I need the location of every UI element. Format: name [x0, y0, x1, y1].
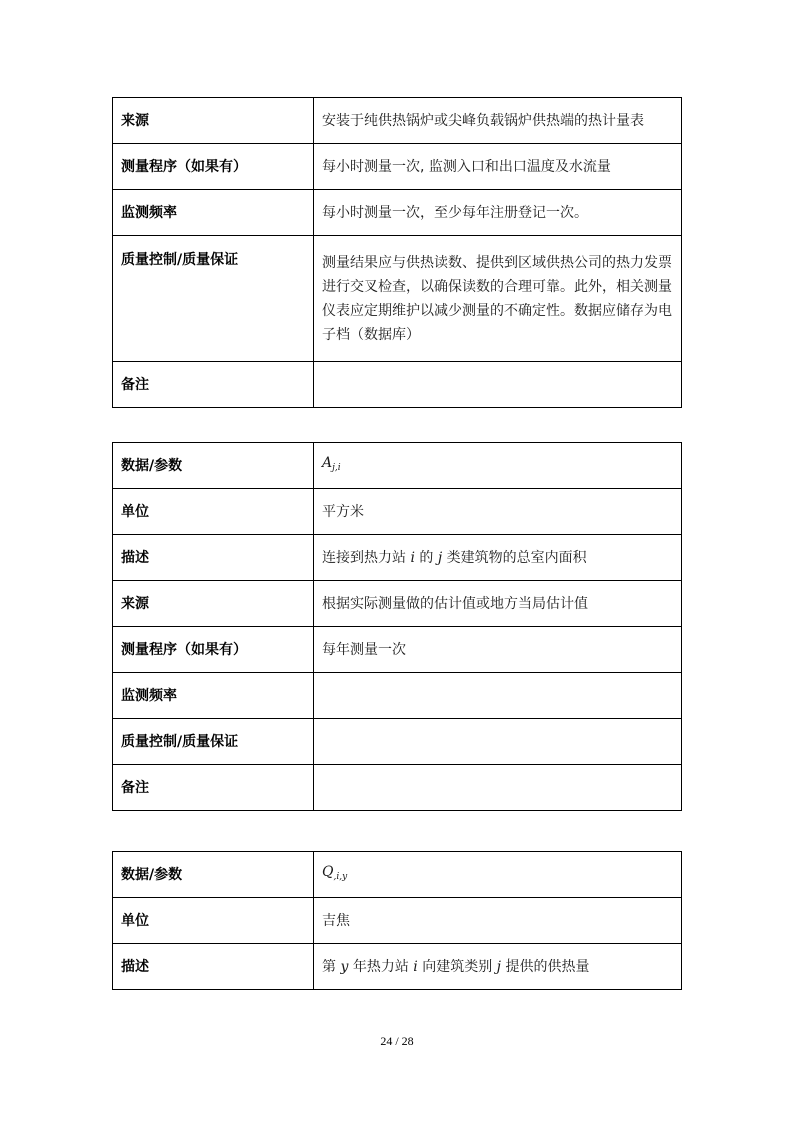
row-value [314, 765, 682, 811]
parameter-table-heat-supply [112, 851, 682, 990]
table-row [113, 627, 682, 673]
row-value: 连接到热力站 i 的 j 类建筑物的总室内面积 [314, 535, 682, 581]
row-value: 吉焦 [314, 898, 682, 944]
row-value: 安装于纯供热锅炉或尖峰负载锅炉供热端的热计量表 [314, 98, 682, 144]
row-label: 测量程序（如果有） [113, 144, 314, 190]
table-row [113, 719, 682, 765]
row-label: 测量程序（如果有） [113, 627, 314, 673]
row-value [314, 719, 682, 765]
table-row [113, 144, 682, 190]
row-label: 单位 [113, 489, 314, 535]
table-row [113, 581, 682, 627]
table-row [113, 443, 682, 489]
row-value [314, 852, 682, 898]
table-row [113, 673, 682, 719]
row-value: 第 y 年热力站 i 向建筑类别 j 提供的供热量 [314, 944, 682, 990]
row-label: 质量控制/质量保证 [113, 236, 314, 362]
row-value: 测量结果应与供热读数、提供到区域供热公司的热力发票进行交叉检查，以确保读数的合理可靠。此外，相关测量仪表应定期维护以减少测量的不确定性。数据应储存为电子档（数据库） [314, 236, 682, 362]
row-value: 平方米 [314, 489, 682, 535]
table-row [113, 362, 682, 408]
parameter-table-heat-meter [112, 97, 682, 408]
row-label: 备注 [113, 765, 314, 811]
row-label: 监测频率 [113, 673, 314, 719]
row-label: 质量控制/质量保证 [113, 719, 314, 765]
table-row [113, 765, 682, 811]
table-row [113, 190, 682, 236]
row-label: 来源 [113, 98, 314, 144]
parameter-symbol: $A_{j,i}$ [322, 455, 341, 473]
row-label: 来源 [113, 581, 314, 627]
table-row [113, 489, 682, 535]
row-value: 每小时测量一次，至少每年注册登记一次。 [314, 190, 682, 236]
row-label: 监测频率 [113, 190, 314, 236]
page-number: 24 / 28 [380, 1034, 414, 1048]
row-value: 每年测量一次 [314, 627, 682, 673]
table-row [113, 944, 682, 990]
row-value: 每小时测量一次, 监测入口和出口温度及水流量 [314, 144, 682, 190]
table-row [113, 98, 682, 144]
row-label: 备注 [113, 362, 314, 408]
row-value: 根据实际测量做的估计值或地方当局估计值 [314, 581, 682, 627]
row-label: 数据/参数 [113, 443, 314, 489]
row-value [314, 443, 682, 489]
parameter-symbol: $Q_{,i,y}$ [322, 864, 348, 882]
table-row [113, 535, 682, 581]
row-value [314, 362, 682, 408]
row-label: 单位 [113, 898, 314, 944]
table-row [113, 236, 682, 362]
row-label: 数据/参数 [113, 852, 314, 898]
table-row [113, 852, 682, 898]
table-row [113, 898, 682, 944]
row-label: 描述 [113, 944, 314, 990]
row-value [314, 673, 682, 719]
row-label: 描述 [113, 535, 314, 581]
parameter-table-floor-area [112, 442, 682, 811]
